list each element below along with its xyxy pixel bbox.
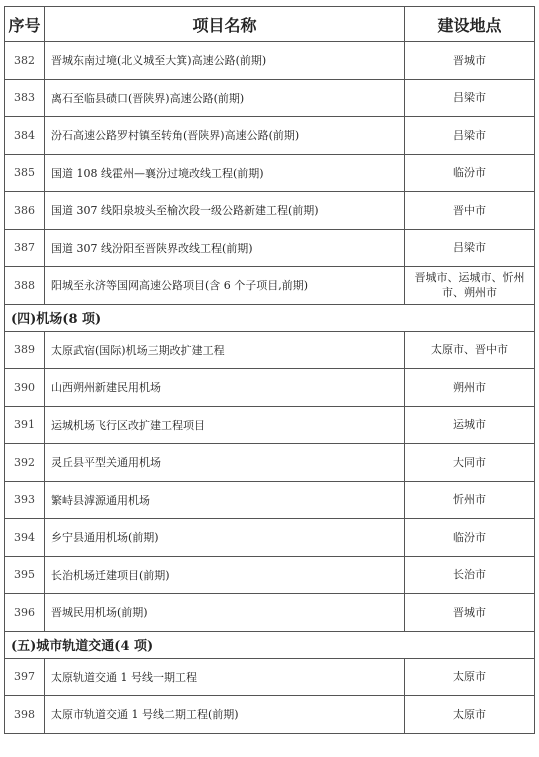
row-location: 长治市 xyxy=(405,556,535,594)
row-location: 晋中市 xyxy=(405,192,535,230)
table-row xyxy=(5,406,535,444)
table-row xyxy=(5,117,535,155)
row-location: 晋城市 xyxy=(405,594,535,632)
header-number: 序号 xyxy=(5,7,45,42)
table-row xyxy=(5,556,535,594)
row-location: 朔州市 xyxy=(405,369,535,407)
row-project-name: 太原轨道交通 1 号线一期工程 xyxy=(45,658,405,696)
row-project-name: 国道 307 线阳泉坡头至榆次段一级公路新建工程(前期) xyxy=(45,192,405,230)
row-location: 运城市 xyxy=(405,406,535,444)
row-location: 太原市、晋中市 xyxy=(405,331,535,369)
table-row xyxy=(5,79,535,117)
row-project-name: 太原武宿(国际)机场三期改扩建工程 xyxy=(45,331,405,369)
row-number: 389 xyxy=(5,331,45,369)
row-project-name: 太原市轨道交通 1 号线二期工程(前期) xyxy=(45,696,405,734)
row-project-name: 运城机场飞行区改扩建工程项目 xyxy=(45,406,405,444)
section-title-airport: (四)机场(8 项) xyxy=(5,304,535,331)
row-project-name: 晋城民用机场(前期) xyxy=(45,594,405,632)
table-row xyxy=(5,519,535,557)
table-row xyxy=(5,696,535,734)
row-location: 吕梁市 xyxy=(405,229,535,267)
header-project-name: 项目名称 xyxy=(45,7,405,42)
row-location: 晋城市 xyxy=(405,42,535,80)
project-table-page xyxy=(4,6,534,734)
table-body xyxy=(5,42,535,734)
row-number: 388 xyxy=(5,267,45,305)
row-location: 太原市 xyxy=(405,696,535,734)
row-number: 383 xyxy=(5,79,45,117)
row-project-name: 山西朔州新建民用机场 xyxy=(45,369,405,407)
row-project-name: 晋城东南过境(北义城至大箕)高速公路(前期) xyxy=(45,42,405,80)
table-row xyxy=(5,229,535,267)
section-row-rail xyxy=(5,631,535,658)
table-row xyxy=(5,481,535,519)
table-row xyxy=(5,42,535,80)
row-location: 晋城市、运城市、忻州市、朔州市 xyxy=(405,267,535,305)
row-location: 大同市 xyxy=(405,444,535,482)
table-row xyxy=(5,658,535,696)
row-number: 382 xyxy=(5,42,45,80)
header-location: 建设地点 xyxy=(405,7,535,42)
row-number: 398 xyxy=(5,696,45,734)
project-table xyxy=(4,6,535,734)
row-project-name: 繁峙县滹源通用机场 xyxy=(45,481,405,519)
table-header-row xyxy=(5,7,535,42)
row-number: 385 xyxy=(5,154,45,192)
row-location: 忻州市 xyxy=(405,481,535,519)
row-number: 391 xyxy=(5,406,45,444)
table-row xyxy=(5,369,535,407)
section-title-rail: (五)城市轨道交通(4 项) xyxy=(5,631,535,658)
row-project-name: 离石至临县碛口(晋陕界)高速公路(前期) xyxy=(45,79,405,117)
row-project-name: 汾石高速公路罗村镇至转角(晋陕界)高速公路(前期) xyxy=(45,117,405,155)
row-number: 386 xyxy=(5,192,45,230)
row-location: 吕梁市 xyxy=(405,79,535,117)
table-row xyxy=(5,192,535,230)
table-row xyxy=(5,444,535,482)
row-number: 387 xyxy=(5,229,45,267)
section-row-airport xyxy=(5,304,535,331)
row-number: 384 xyxy=(5,117,45,155)
row-number: 394 xyxy=(5,519,45,557)
row-location: 太原市 xyxy=(405,658,535,696)
row-number: 392 xyxy=(5,444,45,482)
table-row xyxy=(5,154,535,192)
row-project-name: 国道 307 线汾阳至晋陕界改线工程(前期) xyxy=(45,229,405,267)
row-project-name: 长治机场迁建项目(前期) xyxy=(45,556,405,594)
table-row xyxy=(5,594,535,632)
row-location: 吕梁市 xyxy=(405,117,535,155)
row-project-name: 国道 108 线霍州—襄汾过境改线工程(前期) xyxy=(45,154,405,192)
table-row xyxy=(5,331,535,369)
row-number: 393 xyxy=(5,481,45,519)
row-number: 397 xyxy=(5,658,45,696)
row-location: 临汾市 xyxy=(405,154,535,192)
row-number: 396 xyxy=(5,594,45,632)
row-number: 395 xyxy=(5,556,45,594)
row-project-name: 阳城至永济等国网高速公路项目(含 6 个子项目,前期) xyxy=(45,267,405,305)
table-row xyxy=(5,267,535,305)
row-number: 390 xyxy=(5,369,45,407)
row-project-name: 乡宁县通用机场(前期) xyxy=(45,519,405,557)
row-project-name: 灵丘县平型关通用机场 xyxy=(45,444,405,482)
row-location: 临汾市 xyxy=(405,519,535,557)
